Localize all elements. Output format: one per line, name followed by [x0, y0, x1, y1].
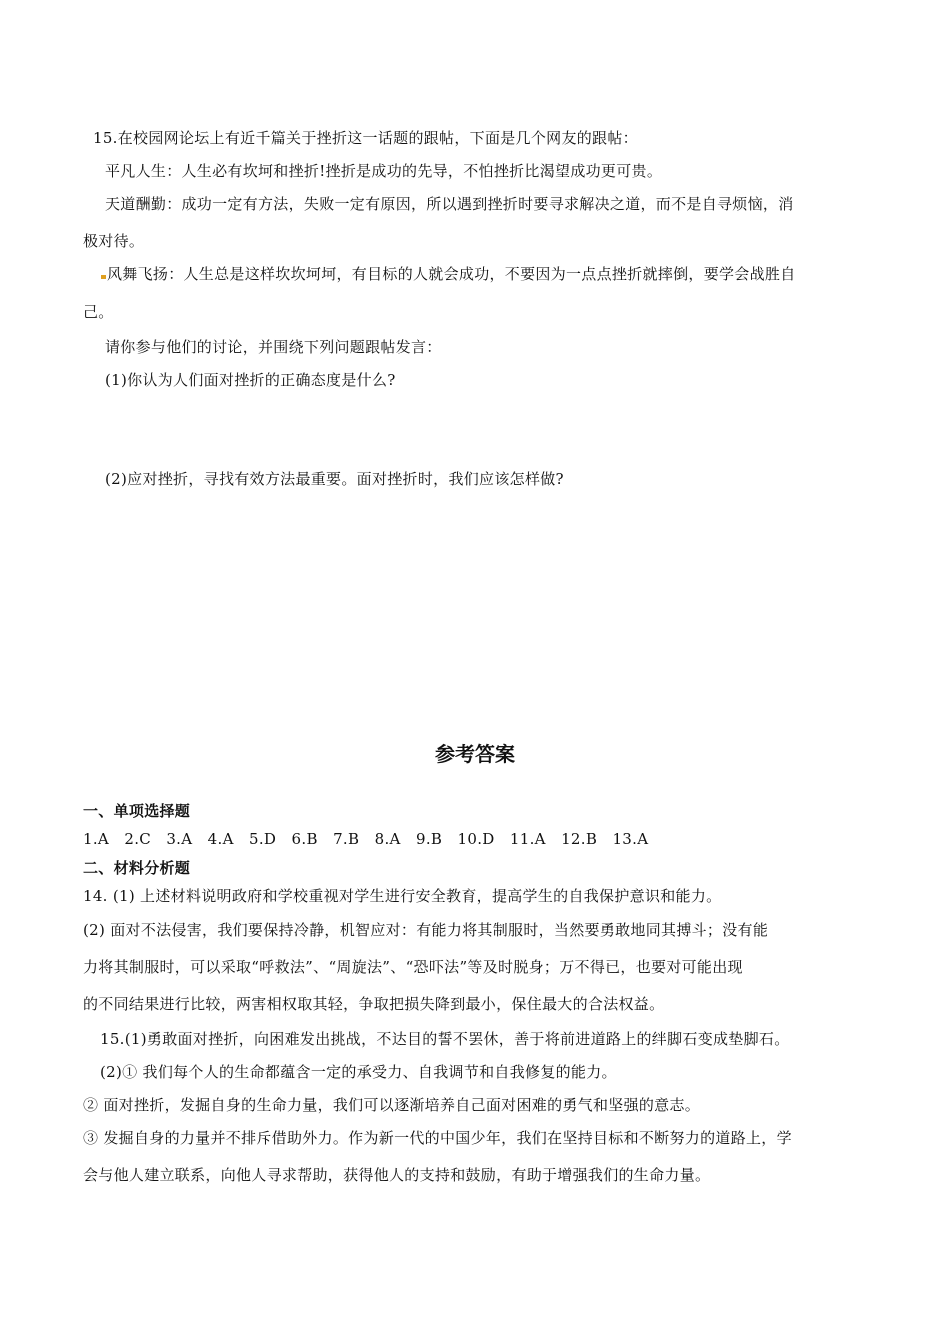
annotation-mark [101, 275, 106, 279]
sub-question-1: (1)你认为人们面对挫折的正确态度是什么? [105, 371, 396, 389]
post-fengwu-text: 风舞飞扬：人生总是这样坎坎坷坷，有目标的人就会成功，不要因为一点点挫折就摔倒，要学会战胜自 [107, 265, 796, 283]
answer-15-1: 15.(1)勇敢面对挫折，向困难发出挑战，不达目的誓不罢休，善于将前进道路上的绊脚石变成垫脚石。 [100, 1030, 790, 1048]
post-tiandao-line2: 极对待。 [83, 232, 145, 250]
section1-heading: 一、单项选择题 [83, 802, 191, 820]
answer-15-2: (2)① 我们每个人的生命都蕴含一定的承受力、自我调节和自我修复的能力。 [100, 1063, 617, 1081]
post-fengwu-line2: 己。 [83, 303, 114, 321]
section2-heading: 二、材料分析题 [83, 859, 191, 877]
post-fengwu-line1 [101, 264, 796, 284]
answer-15-3: ② 面对挫折，发掘自身的生命力量，我们可以逐渐培养自己面对困难的勇气和坚强的意志。 [83, 1096, 701, 1114]
instruction: 请你参与他们的讨论，并围绕下列问题跟帖发言： [105, 338, 442, 356]
answer-14-2-line3: 的不同结果进行比较，两害相权取其轻，争取把损失降到最小，保住最大的合法权益。 [83, 995, 665, 1013]
answer-14-2-line1: (2) 面对不法侵害，我们要保持冷静，机智应对：有能力将其制服时，当然要勇敢地同其搏斗；没有能 [83, 921, 769, 939]
post-pingfan: 平凡人生：人生必有坎坷和挫折!挫折是成功的先导，不怕挫折比渴望成功更可贵。 [105, 162, 663, 180]
choice-answers: 1.A 2.C 3.A 4.A 5.D 6.B 7.B 8.A 9.B 10.D 11.A 12.B 13.A [83, 830, 649, 848]
answer-14-1: 14. (1) 上述材料说明政府和学校重视对学生进行安全教育，提高学生的自我保护意识和能力。 [83, 887, 722, 905]
answer-15-4-line1: ③ 发掘自身的力量并不排斥借助外力。作为新一代的中国少年，我们在坚持目标和不断努力的道路上，学 [83, 1129, 792, 1147]
answer-15-4-line2: 会与他人建立联系，向他人寻求帮助，获得他人的支持和鼓励，有助于增强我们的生命力量。 [83, 1166, 711, 1184]
sub-question-2: (2)应对挫折，寻找有效方法最重要。面对挫折时，我们应该怎样做? [105, 470, 564, 488]
question-15-stem: 15.在校园网论坛上有近千篇关于挫折这一话题的跟帖，下面是几个网友的跟帖： [93, 129, 638, 147]
answer-14-2-line2: 力将其制服时，可以采取“呼救法”、“周旋法”、“恐吓法”等及时脱身；万不得已，也要对可能出现 [83, 958, 743, 976]
post-tiandao-line1: 天道酬勤：成功一定有方法，失败一定有原因，所以遇到挫折时要寻求解决之道，而不是自寻烦恼，消 [105, 195, 794, 213]
answers-title: 参考答案 [435, 742, 515, 766]
